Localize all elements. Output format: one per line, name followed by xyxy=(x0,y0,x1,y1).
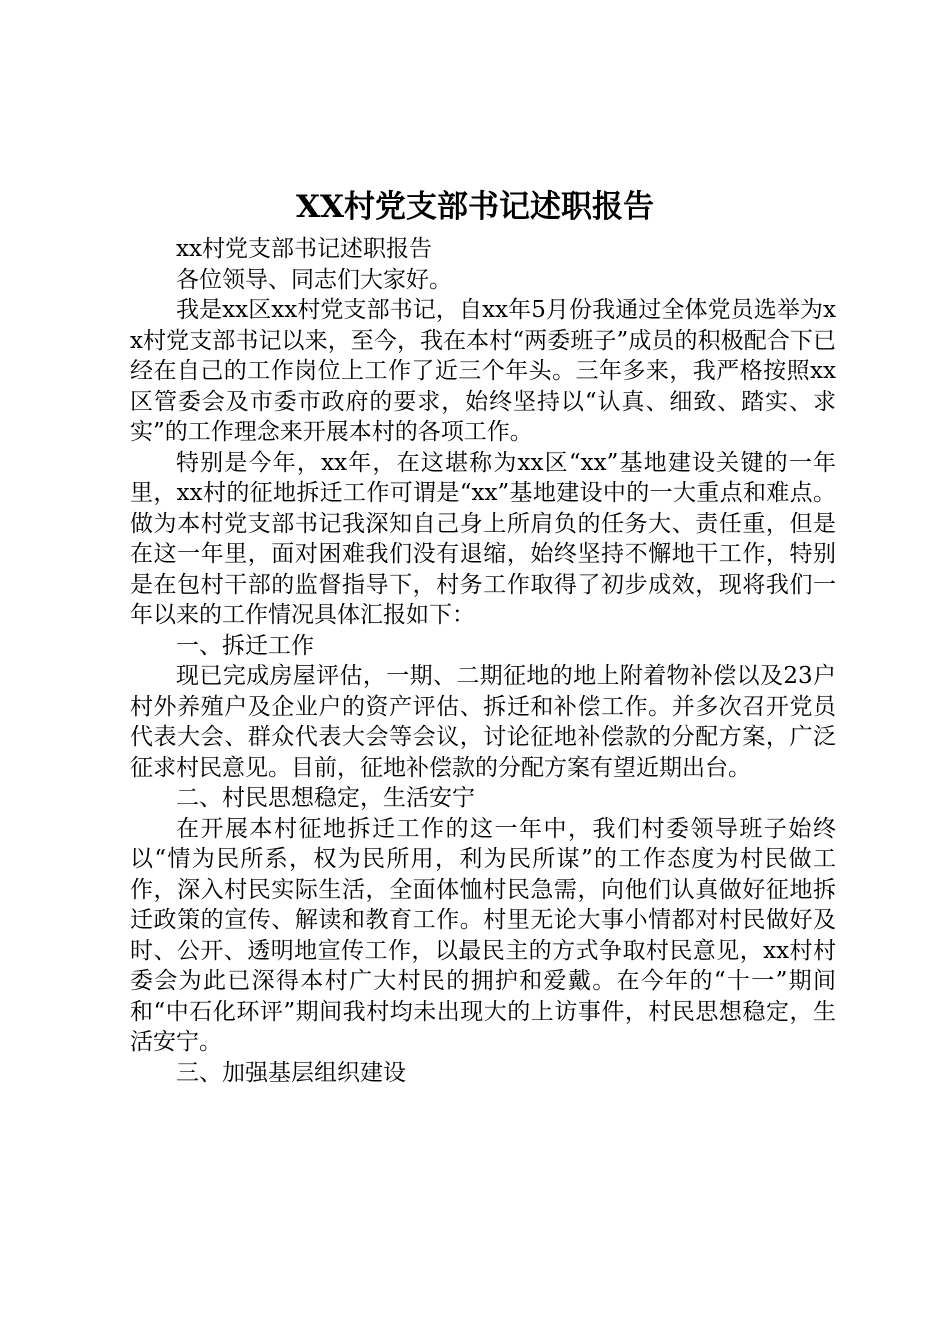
paragraph-stability: 在开展本村征地拆迁工作的这一年中，我们村委领导班子始终以“情为民所系，权为民所用，利为民所谋”的工作态度为村民做工作，深入村民实际生活，全面体恤村民急需，向他们认真做好征地拆迁政策的宣传、解读和教育工作。村里无论大事小情都对村民做好及时、公开、透明地宣传工作，以最民主的方式争取村民意见，xx村村委会为此已深得本村广大村民的拥护和爱戴。在今年的“十一”期间和“中石化环评”期间我村均未出现大的上访事件，村民思想稳定，生活安宁。 xyxy=(130,815,836,1055)
document-body xyxy=(130,234,836,1088)
paragraph-greeting: 各位领导、同志们大家好。 xyxy=(176,266,452,293)
paragraph-introduction: 我是xx区xx村党支部书记，自xx年5月份我通过全体党员选举为xx村党支部书记以来，至今，我在本村“两委班子”成员的积极配合下已经在自己的工作岗位上工作了近三个年头。三年多来，我严格按照xx区管委会及市委市政府的要求，始终坚持以“认真、细致、踏实、求实”的工作理念来开展本村的各项工作。 xyxy=(130,297,836,445)
section-heading-demolition: 一、拆迁工作 xyxy=(176,632,314,659)
paragraph-this-year: 特别是今年，xx年，在这堪称为xx区“xx”基地建设关键的一年里，xx村的征地拆迁工作可谓是“xx”基地建设中的一大重点和难点。做为本村党支部书记我深知自己身上所肩负的任务大、责任重，但是在这一年里，面对困难我们没有退缩，始终坚持不懈地干工作，特别是在包村干部的监督指导下，村务工作取得了初步成效，现将我们一年以来的工作情况具体汇报如下： xyxy=(130,449,836,628)
paragraph-demolition: 现已完成房屋评估，一期、二期征地的地上附着物补偿以及23户村外养殖户及企业户的资产评估、拆迁和补偿工作。并多次召开党员代表大会、群众代表大会等会议，讨论征地补偿款的分配方案，广泛征求村民意见。目前，征地补偿款的分配方案有望近期出台。 xyxy=(130,663,836,781)
section-heading-stability: 二、村民思想稳定，生活安宁 xyxy=(176,785,475,811)
paragraph-subtitle: xx村党支部书记述职报告 xyxy=(176,236,432,262)
document-title: XX村党支部书记述职报告 xyxy=(295,189,655,225)
section-heading-organization: 三、加强基层组织建设 xyxy=(176,1059,406,1086)
